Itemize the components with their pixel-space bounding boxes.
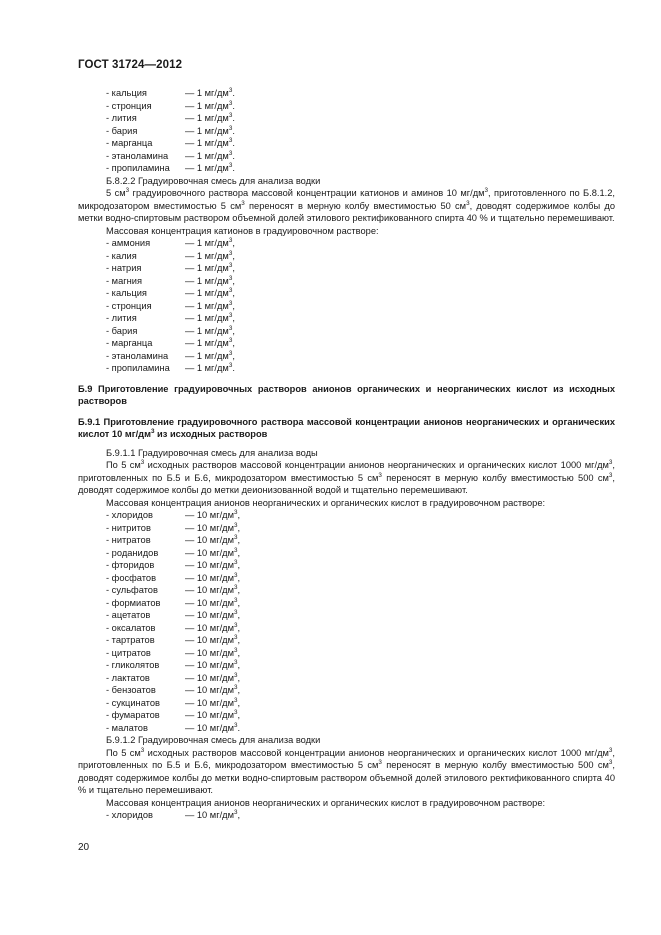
list-item-name: - лактатов (106, 672, 150, 683)
list-item-value: — 10 $мг/дм^3$, (185, 584, 241, 595)
list-item-value: — 10 $мг/дм^3$, (185, 646, 241, 658)
list-item-name: - гликолятов (106, 660, 160, 670)
list-item (78, 112, 615, 125)
list-item (78, 559, 615, 572)
section-title-b9111: Б.9.1.1 Градуировочная смесь для анализа воды (106, 447, 318, 458)
list-item-name: - кальция (106, 288, 147, 298)
list-item-name: - бензоатов (106, 685, 156, 695)
list-item (78, 597, 615, 610)
list-item (78, 275, 615, 288)
list-item (78, 262, 615, 275)
list-item-value: — 10 $мг/дм^3$, (185, 521, 241, 533)
list-item (78, 509, 615, 522)
list-item-value: — 10 $мг/дм^3$, (185, 696, 241, 708)
list-item-name: - стронция (106, 100, 152, 111)
list-item-value: — 1 $мг/дм^3$, (185, 249, 235, 261)
list-item (78, 137, 615, 150)
document-header: ГОСТ 31724—2012 (78, 59, 183, 71)
list-item-name: - стронция (106, 300, 152, 311)
list-item (78, 647, 615, 660)
list-item-value: — 1 $мг/дм^3$. (185, 87, 235, 98)
list-item-value: — 10 $мг/дм^3$, (185, 596, 241, 608)
list-item (78, 584, 615, 597)
list-item-name: - пропиламина (106, 363, 170, 373)
list-item-name: - бария (106, 125, 138, 136)
list-item (78, 287, 615, 300)
list-item-value: — 10 $мг/дм^3$, (185, 621, 241, 633)
list-item-value: — 10 $мг/дм^3$, (185, 684, 241, 695)
list-item-name: - калия (106, 250, 137, 261)
list-item-value: — 10 $мг/дм^3$, (185, 709, 241, 720)
list-item-value: — 10 $мг/дм^3$, (185, 534, 241, 545)
paragraph-b9111: По 5 $см^3$ исходных растворов массовой концентрации анионов неорганических и органических кислот 1000 $мг/дм^3$, приготовленных по Б.5 и Б.6, микродозатором вместимостью 5 $см^3$ переносят в мерную колбу вместимостью 500 $см^3$, доводят содержимое колбы до метки деионизованной водой и тщательно перемешивают. (78, 459, 615, 495)
list-item-name: - бария (106, 325, 138, 336)
list-item (78, 337, 615, 350)
list-item (78, 125, 615, 138)
list-item (78, 684, 615, 697)
list-item-name: - магния (106, 275, 142, 286)
list-item-value: — 1 $мг/дм^3$, (185, 337, 235, 348)
list-item-value: — 10 $мг/дм^3$, (185, 571, 241, 583)
list-item-name: - натрия (106, 263, 142, 273)
concentration-caption-b822: Массовая концентрация катионов в градуировочном растворе: (106, 225, 379, 236)
list-item-name: - марганца (106, 138, 153, 148)
list-item-value: — 1 $мг/дм^3$, (185, 287, 235, 298)
list-item-name: - цитратов (106, 647, 151, 658)
list-item-name: - марганца (106, 338, 153, 348)
list-item-value: — 10 $мг/дм^3$. (185, 721, 241, 733)
list-item-value: — 1 $мг/дм^3$, (185, 299, 235, 311)
list-item-value: — 10 $мг/дм^3$, (185, 546, 241, 558)
section-heading-b9: Б.9 Приготовление градуировочных растворов анионов органических и неорганических кислот из исходных растворов (78, 383, 615, 406)
list-item (78, 634, 615, 647)
list-item (78, 162, 615, 175)
section-title-b9112: Б.9.1.2 Градуировочная смесь для анализа водки (106, 735, 321, 745)
list-item-value: — 1 $мг/дм^3$, (185, 237, 235, 248)
list-item (78, 547, 615, 560)
list-item (78, 300, 615, 313)
list-item (78, 150, 615, 163)
concentration-caption-b9111: Массовая концентрация анионов неорганических и органических кислот в градуировочном растворе: (106, 497, 546, 508)
list-item-name: - ацетатов (106, 610, 151, 620)
page-number: 20 (78, 842, 90, 853)
list-item (78, 362, 615, 375)
paragraph-b822: 5 $см^3$ градуировочного раствора массовой концентрации катионов и аминов 10 $мг/дм^3$, приготовленного по Б.8.1.2, микродозатором вместимостью 5 $см^3$ переносят в мерную колбу вместимостью 50 $см^3$, доводят содержимое колбы до метки водно-спиртовым раствором объемной долей этилового ректификованного спирта 40 % и тщательно перемешивают. (78, 187, 615, 223)
list-item-name: - сульфатов (106, 585, 158, 595)
list-item (78, 312, 615, 325)
list-item-value: — 10 $мг/дм^3$, (185, 609, 241, 620)
list-item-name: - хлоридов (106, 510, 153, 520)
list-item (78, 87, 615, 100)
list-item (78, 237, 615, 250)
list-item-value: — 1 $мг/дм^3$. (185, 124, 235, 136)
list-item-name: - сукцинатов (106, 697, 160, 708)
list-item-value: — 10 $мг/дм^3$, (185, 671, 241, 683)
list-item-name: - лития (106, 113, 137, 123)
concentration-caption-b9112: Массовая концентрация анионов неорганических и органических кислот в градуировочном растворе: (106, 797, 546, 808)
list-item-name: - нитратов (106, 535, 151, 545)
list-item (78, 522, 615, 535)
list-item-value: — 1 $мг/дм^3$, (185, 262, 235, 273)
list-item (78, 672, 615, 685)
list-item-name: - хлоридов (106, 810, 153, 820)
list-item-value: — 10 $мг/дм^3$, (185, 634, 241, 645)
list-item-value: — 1 $мг/дм^3$, (185, 349, 235, 361)
list-item (78, 350, 615, 363)
document-body (78, 87, 615, 822)
list-item-name: - кальция (106, 88, 147, 98)
cation-list-1 (78, 87, 615, 175)
list-item (78, 100, 615, 113)
list-item-value: — 1 $мг/дм^3$. (185, 112, 235, 123)
list-item (78, 609, 615, 622)
list-item (78, 250, 615, 263)
list-item-name: - лития (106, 313, 137, 323)
section-title-b822: Б.8.2.2 Градуировочная смесь для анализа водки (106, 175, 321, 186)
list-item-value: — 1 $мг/дм^3$. (185, 149, 235, 161)
list-item-value: — 10 $мг/дм^3$, (185, 809, 241, 820)
list-item (78, 572, 615, 585)
anion-list-2 (78, 809, 615, 822)
list-item-name: - фумаратов (106, 710, 160, 720)
list-item-name: - оксалатов (106, 622, 156, 633)
list-item (78, 325, 615, 338)
list-item (78, 659, 615, 672)
list-item (78, 722, 615, 735)
paragraph-b9112: По 5 $см^3$ исходных растворов массовой концентрации анионов неорганических и органических кислот 1000 $мг/дм^3$, приготовленных по Б.5 и Б.6, микродозатором вместимостью 5 $см^3$ переносят в мерную колбу вместимостью 500 $см^3$, доводят содержимое колбы до метки водно-спиртовым раствором объемной долей этилового ректификованного спирта 40 % и тщательно перемешивают. (78, 746, 615, 795)
list-item-name: - формиатов (106, 597, 161, 608)
list-item-value: — 1 $мг/дм^3$, (185, 312, 235, 323)
list-item-name: - малатов (106, 722, 148, 733)
list-item-value: — 1 $мг/дм^3$. (185, 137, 235, 148)
list-item-name: - этаноламина (106, 150, 169, 161)
list-item-value: — 1 $мг/дм^3$. (185, 162, 235, 173)
list-item (78, 622, 615, 635)
list-item-name: - фторидов (106, 560, 155, 570)
anion-list-1 (78, 509, 615, 734)
list-item-value: — 10 $мг/дм^3$, (185, 509, 241, 520)
list-item (78, 709, 615, 722)
list-item-name: - аммония (106, 238, 151, 248)
list-item-value: — 10 $мг/дм^3$, (185, 659, 241, 670)
list-item-value: — 10 $мг/дм^3$, (185, 559, 241, 570)
list-item-name: - тартратов (106, 635, 155, 645)
list-item-name: - фосфатов (106, 572, 157, 583)
list-item (78, 809, 615, 822)
list-item (78, 697, 615, 710)
list-item-name: - нитритов (106, 522, 151, 533)
list-item (78, 534, 615, 547)
list-item-name: - этаноламина (106, 350, 169, 361)
list-item-value: — 1 $мг/дм^3$, (185, 274, 235, 286)
list-item-name: - пропиламина (106, 163, 170, 173)
cation-list-2 (78, 237, 615, 375)
section-heading-b91: Б.9.1 Приготовление градуировочного раствора массовой концентрации анионов неорганических и органических кислот 10 $мг/дм^3$ из исходных растворов (78, 416, 615, 439)
list-item-value: — 1 $мг/дм^3$. (185, 362, 235, 373)
list-item-value: — 1 $мг/дм^3$. (185, 99, 235, 111)
list-item-name: - роданидов (106, 547, 159, 558)
list-item-value: — 1 $мг/дм^3$, (185, 324, 235, 336)
